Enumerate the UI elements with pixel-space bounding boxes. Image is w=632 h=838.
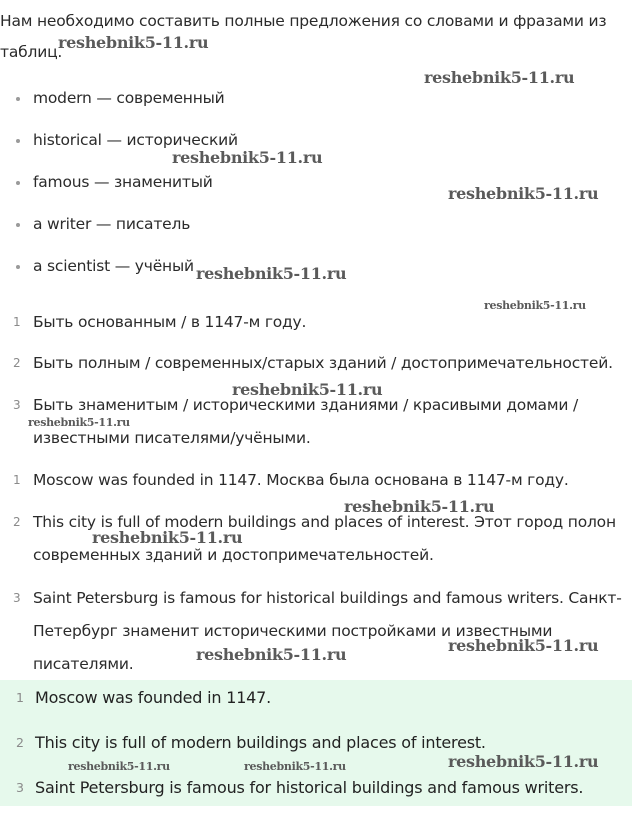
vocab-text: a scientist — учёный [33, 257, 194, 275]
watermark: reshebnik5-11.ru [448, 184, 599, 203]
list-number: 2 [13, 356, 21, 370]
list-number: 2 [13, 515, 21, 529]
vocab-text: historical — исторический [33, 131, 238, 149]
translation-line: Moscow was founded in 1147. Москва была основана в 1147-м году. [33, 471, 569, 489]
phrase-line: Быть полным / современных/старых зданий / достопримечательностей. [33, 354, 613, 372]
watermark: reshebnik5-11.ru [232, 380, 383, 399]
answer-text: This city is full of modern buildings and places of interest. [35, 733, 486, 752]
watermark: reshebnik5-11.ru [448, 752, 599, 771]
vocab-text: a writer — писатель [33, 215, 191, 233]
watermark: reshebnik5-11.ru [196, 645, 347, 664]
watermark: reshebnik5-11.ru [344, 497, 495, 516]
list-number: 1 [13, 315, 21, 329]
watermark: reshebnik5-11.ru [58, 33, 209, 52]
list-number: 3 [13, 591, 21, 605]
translation-line: Петербург знаменит историческими постройками и известными [33, 622, 553, 640]
phrase-line: Быть знаменитым / историческими зданиями / красивыми домами / [33, 396, 578, 414]
bullet-icon [16, 223, 20, 227]
intro-text: Нам необходимо составить полные предложения со словами и фразами из таблиц. [0, 12, 607, 61]
phrase-line: Быть основанным / в 1147-м году. [33, 313, 307, 331]
translation-line: писателями. [33, 655, 134, 673]
translation-line: This city is full of modern buildings and places of interest. Этот город полон [33, 513, 616, 531]
watermark: reshebnik5-11.ru [484, 299, 586, 312]
translation-line: современных зданий и достопримечательностей. [33, 546, 434, 564]
watermark: reshebnik5-11.ru [28, 416, 130, 429]
vocab-text: famous — знаменитый [33, 173, 213, 191]
answer-text: Moscow was founded in 1147. [35, 688, 272, 707]
answer-item [0, 686, 632, 710]
watermark: reshebnik5-11.ru [244, 760, 346, 773]
list-number: 2 [16, 735, 24, 750]
watermark: reshebnik5-11.ru [68, 760, 170, 773]
watermark: reshebnik5-11.ru [424, 68, 575, 87]
answer-block [0, 680, 632, 806]
answer-text: Saint Petersburg is famous for historical buildings and famous writers. [35, 778, 584, 797]
bullet-icon [16, 181, 20, 185]
watermark: reshebnik5-11.ru [92, 528, 243, 547]
translation-line: Saint Petersburg is famous for historical buildings and famous writers. Санкт- [33, 589, 622, 607]
bullet-icon [16, 265, 20, 269]
answer-item [0, 776, 632, 800]
watermark: reshebnik5-11.ru [172, 148, 323, 167]
watermark: reshebnik5-11.ru [196, 264, 347, 283]
bullet-icon [16, 97, 20, 101]
list-number: 1 [16, 690, 24, 705]
watermark: reshebnik5-11.ru [448, 636, 599, 655]
vocab-text: modern — современный [33, 89, 225, 107]
phrase-line: известными писателями/учёными. [33, 429, 311, 447]
list-number: 1 [13, 473, 21, 487]
list-number: 3 [16, 780, 24, 795]
list-number: 3 [13, 398, 21, 412]
bullet-icon [16, 139, 20, 143]
